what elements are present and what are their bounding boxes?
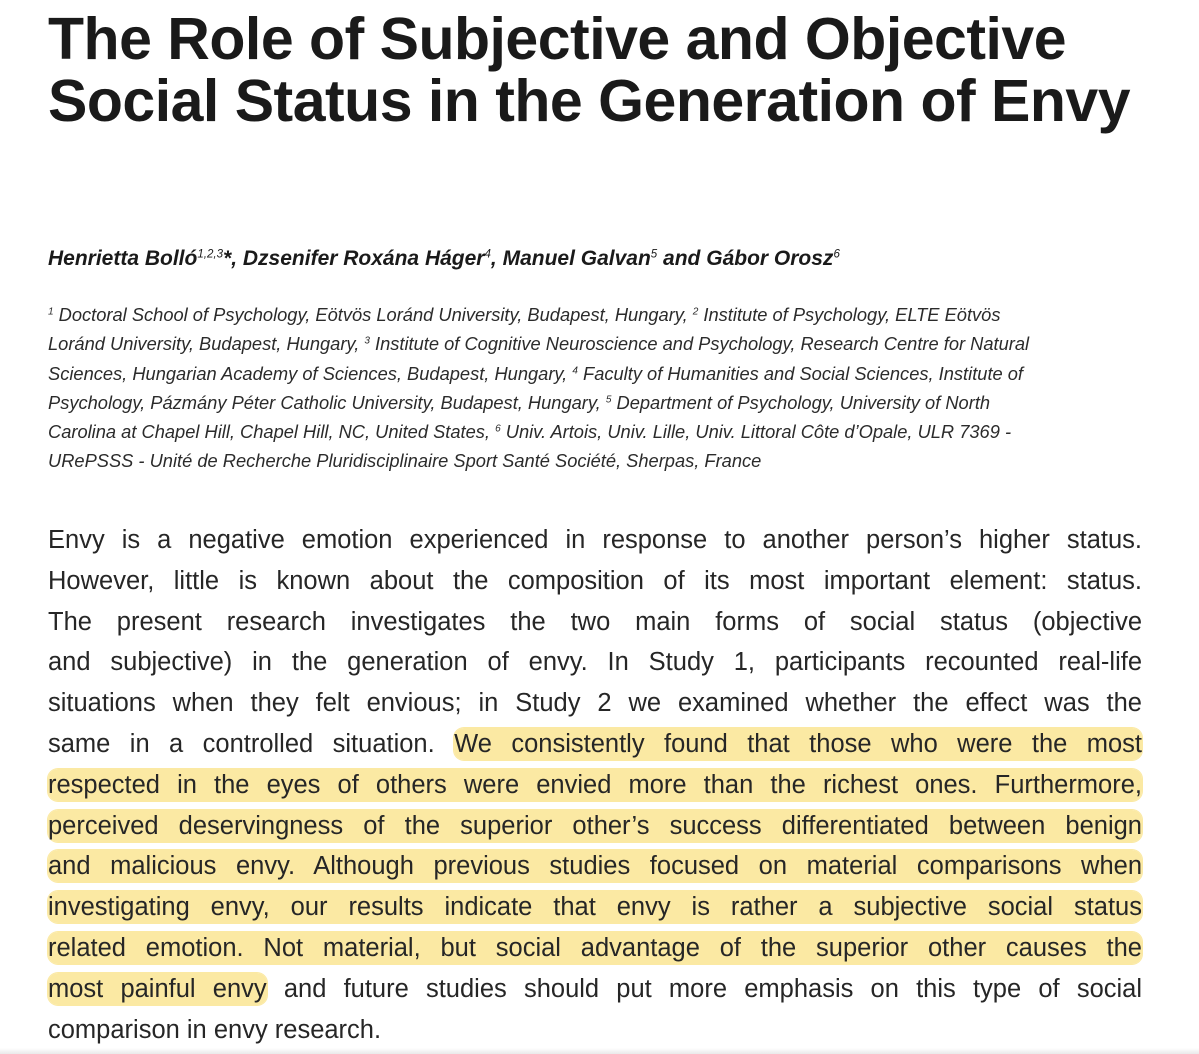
abstract-text: The present research investigates the two main forms of social status (objective bbox=[48, 607, 1142, 636]
abstract-text: and subjective) in the generation of envy. In Study 1, participants recounted real-life bbox=[48, 648, 1142, 677]
highlighted-text: We consistently found that those who were the most bbox=[454, 729, 1142, 758]
author-separator: , bbox=[490, 247, 503, 270]
abstract-line bbox=[48, 642, 1142, 683]
abstract-line bbox=[48, 806, 1142, 847]
affiliation-text: Psychology, Pázmány Péter Catholic University, Budapest, Hungary, bbox=[48, 391, 606, 413]
affiliation-text: Institute of Cognitive Neuroscience and Psychology, Research Centre for Natural bbox=[369, 333, 1030, 355]
page-bottom-edge bbox=[0, 1048, 1199, 1054]
abstract-text: comparison in envy research. bbox=[48, 1015, 382, 1044]
affiliation-marker: 6 bbox=[495, 423, 501, 435]
highlighted-text: most painful envy bbox=[48, 974, 267, 1003]
affiliation-text: Doctoral School of Psychology, Eötvös Loránd University, Budapest, Hungary, bbox=[53, 304, 693, 325]
author-name: Dzsenifer Roxána Háger bbox=[242, 247, 485, 270]
abstract-text: Envy is a negative emotion experienced in response to another person’s higher status. bbox=[48, 526, 1142, 554]
highlighted-text: related emotion. Not material, but social advantage of the superior other causes the bbox=[48, 933, 1142, 962]
author-separator: and bbox=[657, 247, 707, 270]
highlighted-text: investigating envy, our results indicate that envy is rather a subjective social status bbox=[48, 893, 1142, 922]
author-name: Henrietta Bolló bbox=[48, 247, 198, 270]
abstract-line bbox=[48, 969, 1142, 1010]
affiliation-line bbox=[48, 417, 1138, 446]
abstract-line bbox=[48, 887, 1142, 928]
author-name: Manuel Galvan bbox=[502, 247, 651, 270]
paper-title: The Role of Subjective and Objective Social Status in the Generation of Envy bbox=[48, 6, 1131, 134]
affiliation-line bbox=[48, 300, 1138, 329]
affiliation-line bbox=[48, 446, 1138, 475]
affiliations bbox=[48, 300, 1138, 476]
affiliation-line bbox=[48, 359, 1138, 388]
abstract-line bbox=[48, 1010, 1142, 1051]
affiliation-marker: 1 bbox=[48, 306, 54, 318]
abstract-line bbox=[48, 724, 1142, 765]
abstract-text: situations when they felt envious; in Study 2 we examined whether the effect was the bbox=[48, 689, 1142, 718]
author-affiliation-marker: 5 bbox=[650, 248, 658, 261]
author-affiliation-marker: 6 bbox=[833, 248, 840, 261]
affiliation-line bbox=[48, 329, 1138, 358]
abstract-line bbox=[48, 846, 1142, 887]
abstract-line bbox=[48, 561, 1142, 602]
affiliation-text: Institute of Psychology, ELTE Eötvös bbox=[698, 304, 1001, 325]
affiliation-text: Univ. Artois, Univ. Lille, Univ. Littoral Côte d’Opale, ULR 7369 - bbox=[500, 421, 1012, 443]
author-list bbox=[48, 245, 1158, 273]
abstract-text: and future studies should put more emphasis on this type of social bbox=[266, 974, 1143, 1003]
affiliation-text: URePSSS - Unité de Recherche Pluridisciplinaire Sport Santé Société, Sherpas, France bbox=[48, 450, 762, 472]
author-separator: *, bbox=[223, 247, 243, 270]
highlighted-text: respected in the eyes of others were envied more than the richest ones. Furthermore, bbox=[48, 770, 1142, 799]
affiliation-marker: 5 bbox=[605, 394, 612, 406]
affiliation-line bbox=[48, 388, 1138, 417]
abstract-line bbox=[48, 602, 1142, 643]
affiliation-marker: 3 bbox=[364, 335, 370, 347]
affiliation-marker: 4 bbox=[572, 365, 578, 377]
abstract-text: However, little is known about the composition of its most important element: status. bbox=[48, 566, 1142, 595]
abstract-line bbox=[48, 683, 1142, 724]
author-affiliation-marker: 1,2,3 bbox=[197, 248, 224, 261]
affiliation-text: Sciences, Hungarian Academy of Sciences, Budapest, Hungary, bbox=[48, 362, 573, 384]
affiliation-text: Department of Psychology, University of North bbox=[611, 391, 991, 413]
affiliation-marker: 2 bbox=[692, 306, 699, 318]
affiliation-text: Carolina at Chapel Hill, Chapel Hill, NC, United States, bbox=[48, 421, 496, 443]
author-affiliation-marker: 4 bbox=[484, 248, 491, 261]
abstract bbox=[48, 520, 1142, 1050]
affiliation-text: Faculty of Humanities and Social Sciences, Institute of bbox=[577, 362, 1024, 384]
highlighted-text: and malicious envy. Although previous studies focused on material comparisons when bbox=[48, 852, 1142, 881]
abstract-line bbox=[48, 765, 1142, 806]
abstract-line bbox=[48, 520, 1142, 561]
abstract-text: same in a controlled situation. bbox=[48, 729, 455, 758]
highlighted-text: perceived deservingness of the superior other’s success differentiated between benign bbox=[48, 811, 1142, 840]
author-name: Gábor Orosz bbox=[706, 247, 834, 270]
abstract-line bbox=[48, 928, 1142, 969]
affiliation-text: Loránd University, Budapest, Hungary, bbox=[48, 333, 365, 355]
